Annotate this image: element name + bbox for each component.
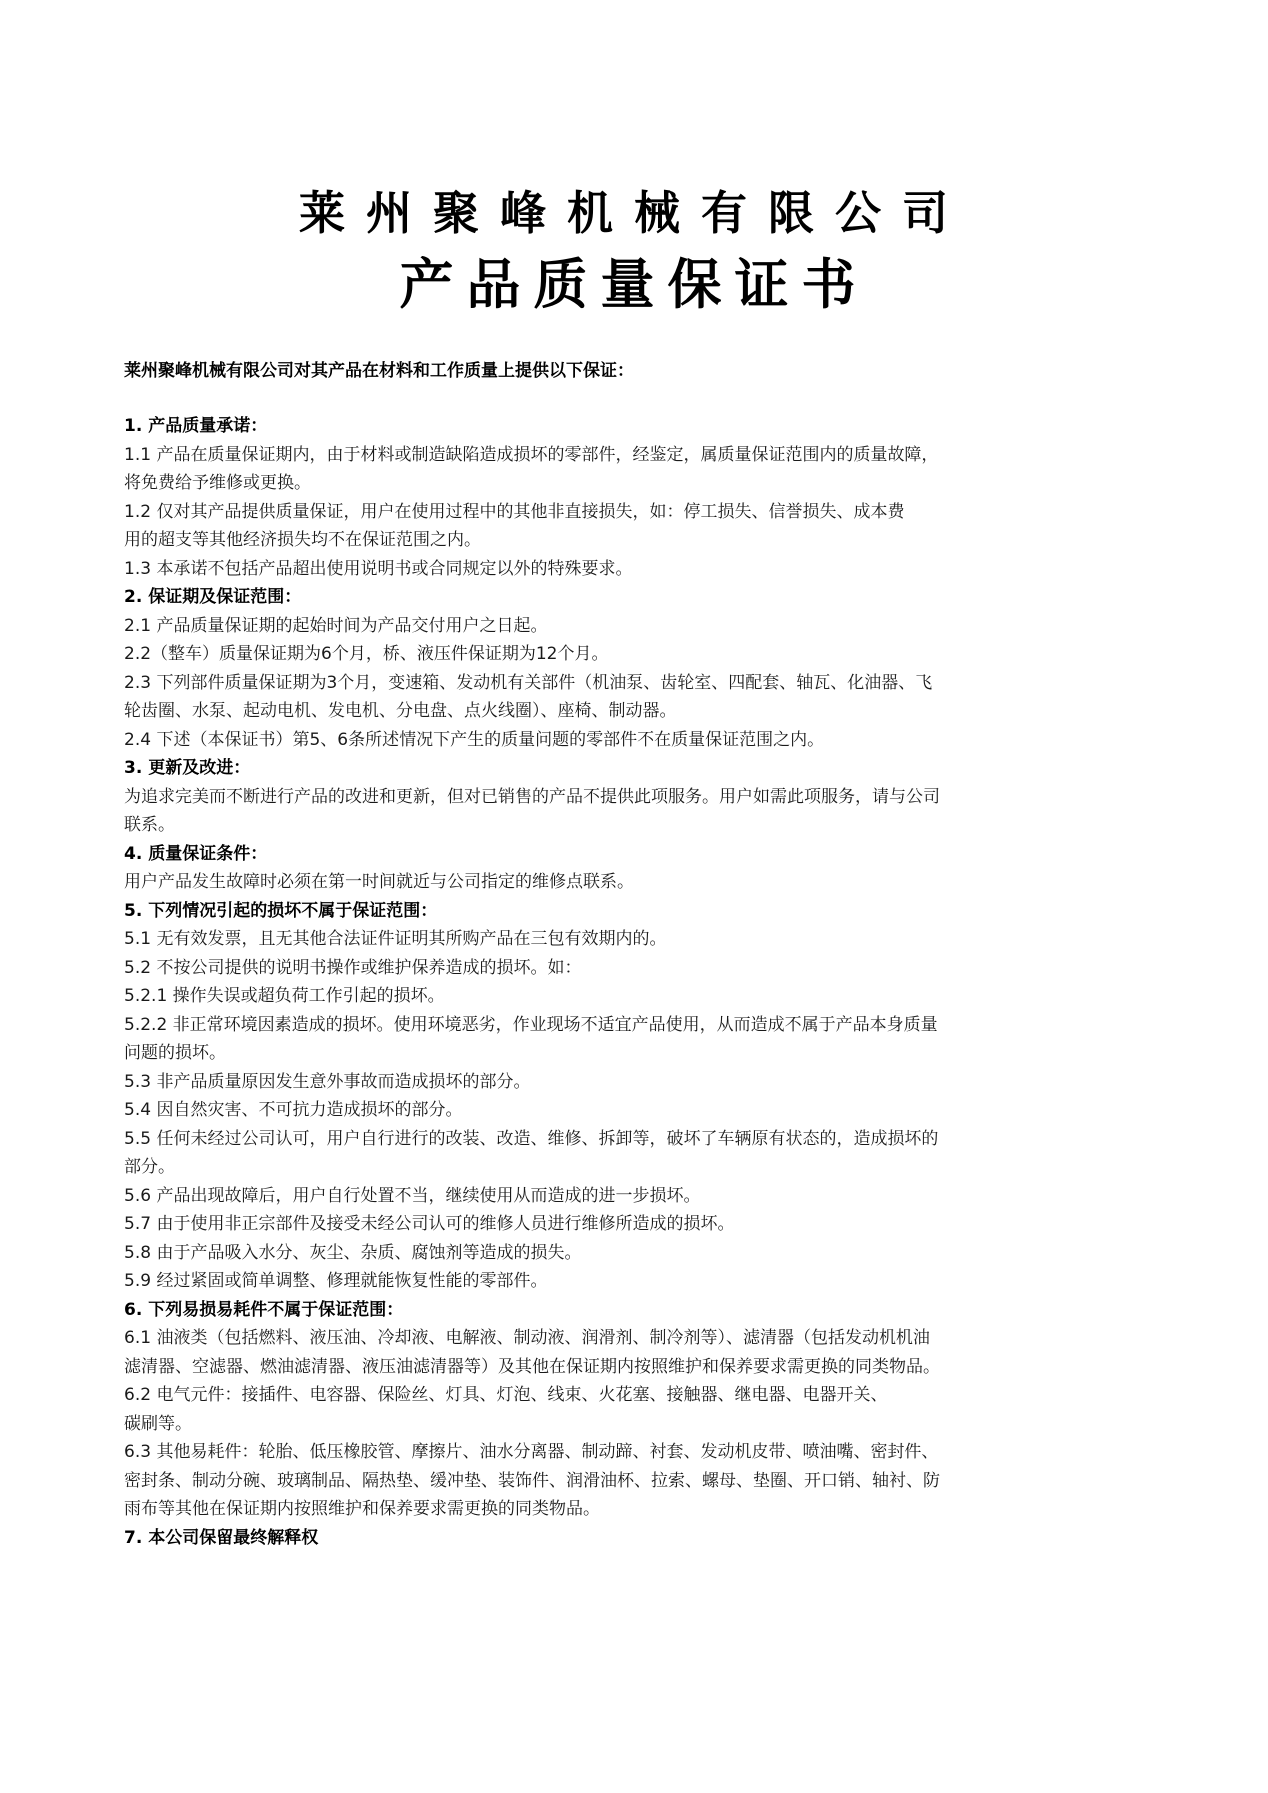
section-heading: 6. 下列易损易耗件不属于保证范围： xyxy=(124,1299,404,1320)
clause-line: 5.1 无有效发票，且无其他合法证件证明其所购产品在三包有效期内的。 xyxy=(124,929,667,949)
clause-line: 密封条、制动分碗、玻璃制品、隔热垫、缓冲垫、装饰件、润滑油杯、拉索、螺母、垫圈、开口销、轴衬、防 xyxy=(124,1470,940,1491)
clause-line: 2.4 下述（本保证书）第5、6条所述情况下产生的质量问题的零部件不在质量保证范围之内。 xyxy=(124,729,825,750)
clause-line: 联系。 xyxy=(124,815,175,835)
clause-line: 5.4 因自然灾害、不可抗力造成损坏的部分。 xyxy=(124,1100,463,1120)
clause-line: 雨布等其他在保证期内按照维护和保养要求需更换的同类物品。 xyxy=(124,1499,600,1519)
clause-line: 1.1 产品在质量保证期内，由于材料或制造缺陷造成损坏的零部件，经鉴定，属质量保证范围内的质量故障， xyxy=(124,444,939,465)
clause-line: 轮齿圈、水泵、起动电机、发电机、分电盘、点火线圈）、座椅、制动器。 xyxy=(124,701,677,721)
clause-line: 部分。 xyxy=(124,1157,175,1177)
clause-line: 6.1 油液类（包括燃料、液压油、冷却液、电解液、制动液、润滑剂、制冷剂等）、滤清器（包括发动机机油 xyxy=(124,1328,930,1348)
section-heading: 7. 本公司保留最终解释权 xyxy=(124,1527,319,1548)
clause-line: 6.2 电气元件：接插件、电容器、保险丝、灯具、灯泡、线束、火花塞、接触器、继电器、电器开关、 xyxy=(124,1385,888,1405)
section-heading: 5. 下列情况引起的损坏不属于保证范围： xyxy=(124,900,438,921)
clause-line: 2.1 产品质量保证期的起始时间为产品交付用户之日起。 xyxy=(124,615,548,636)
clause-line: 5.2.1 操作失误或超负荷工作引起的损坏。 xyxy=(124,986,445,1006)
clause-line: 碳刷等。 xyxy=(124,1413,192,1434)
clause-line: 1.2 仅对其产品提供质量保证，用户在使用过程中的其他非直接损失，如：停工损失、信誉损失、成本费 xyxy=(124,501,905,522)
clause-line: 5.9 经过紧固或简单调整、修理就能恢复性能的零部件。 xyxy=(124,1271,548,1291)
clause-line: 2.2（整车）质量保证期为6个月，桥、液压件保证期为12个月。 xyxy=(124,644,609,664)
intro-statement: 莱州聚峰机械有限公司对其产品在材料和工作质量上提供以下保证： xyxy=(124,361,634,381)
clause-line: 5.7 由于使用非正宗部件及接受未经公司认可的维修人员进行维修所造成的损坏。 xyxy=(124,1214,735,1234)
section-heading: 3. 更新及改进： xyxy=(124,758,251,778)
clause-line: 为追求完美而不断进行产品的改进和更新，但对已销售的产品不提供此项服务。用户如需此项服务，请与公司 xyxy=(124,786,940,807)
clause-line: 5.8 由于产品吸入水分、灰尘、杂质、腐蚀剂等造成的损失。 xyxy=(124,1242,582,1263)
warranty-clauses xyxy=(124,412,1124,1552)
clause-line: 2.3 下列部件质量保证期为3个月，变速箱、发动机有关部件（机油泵、齿轮室、四配套、轴瓦、化油器、飞 xyxy=(124,672,933,693)
document-title: 产品质量保证书 xyxy=(399,253,869,316)
clause-line: 5.2 不按公司提供的说明书操作或维护保养造成的损坏。如： xyxy=(124,957,582,978)
clause-line: 用的超支等其他经济损失均不在保证范围之内。 xyxy=(124,530,481,550)
clause-line: 5.3 非产品质量原因发生意外事故而造成损坏的部分。 xyxy=(124,1071,531,1092)
section-heading: 1. 产品质量承诺： xyxy=(124,416,268,436)
clause-line: 用户产品发生故障时必须在第一时间就近与公司指定的维修点联系。 xyxy=(124,872,634,892)
clause-line: 6.3 其他易耗件：轮胎、低压橡胶管、摩擦片、油水分离器、制动蹄、衬套、发动机皮带、喷油嘴、密封件、 xyxy=(124,1442,939,1462)
clause-line: 将免费给予维修或更换。 xyxy=(124,473,311,493)
clause-line: 5.2.2 非正常环境因素造成的损坏。使用环境恶劣，作业现场不适宜产品使用，从而造成不属于产品本身质量 xyxy=(124,1014,938,1035)
clause-line: 滤清器、空滤器、燃油滤清器、液压油滤清器等）及其他在保证期内按照维护和保养要求需更换的同类物品。 xyxy=(124,1356,940,1377)
clause-line: 5.6 产品出现故障后，用户自行处置不当，继续使用从而造成的进一步损坏。 xyxy=(124,1185,701,1206)
section-heading: 4. 质量保证条件： xyxy=(124,843,268,864)
clause-line: 5.5 任何未经过公司认可，用户自行进行的改装、改造、维修、拆卸等，破坏了车辆原有状态的，造成损坏的 xyxy=(124,1128,939,1149)
clause-line: 问题的损坏。 xyxy=(124,1043,226,1063)
section-heading: 2. 保证期及保证范围： xyxy=(124,587,302,607)
company-name: 莱州聚峰机械有限公司 xyxy=(299,186,969,240)
clause-line: 1.3 本承诺不包括产品超出使用说明书或合同规定以外的特殊要求。 xyxy=(124,558,633,579)
